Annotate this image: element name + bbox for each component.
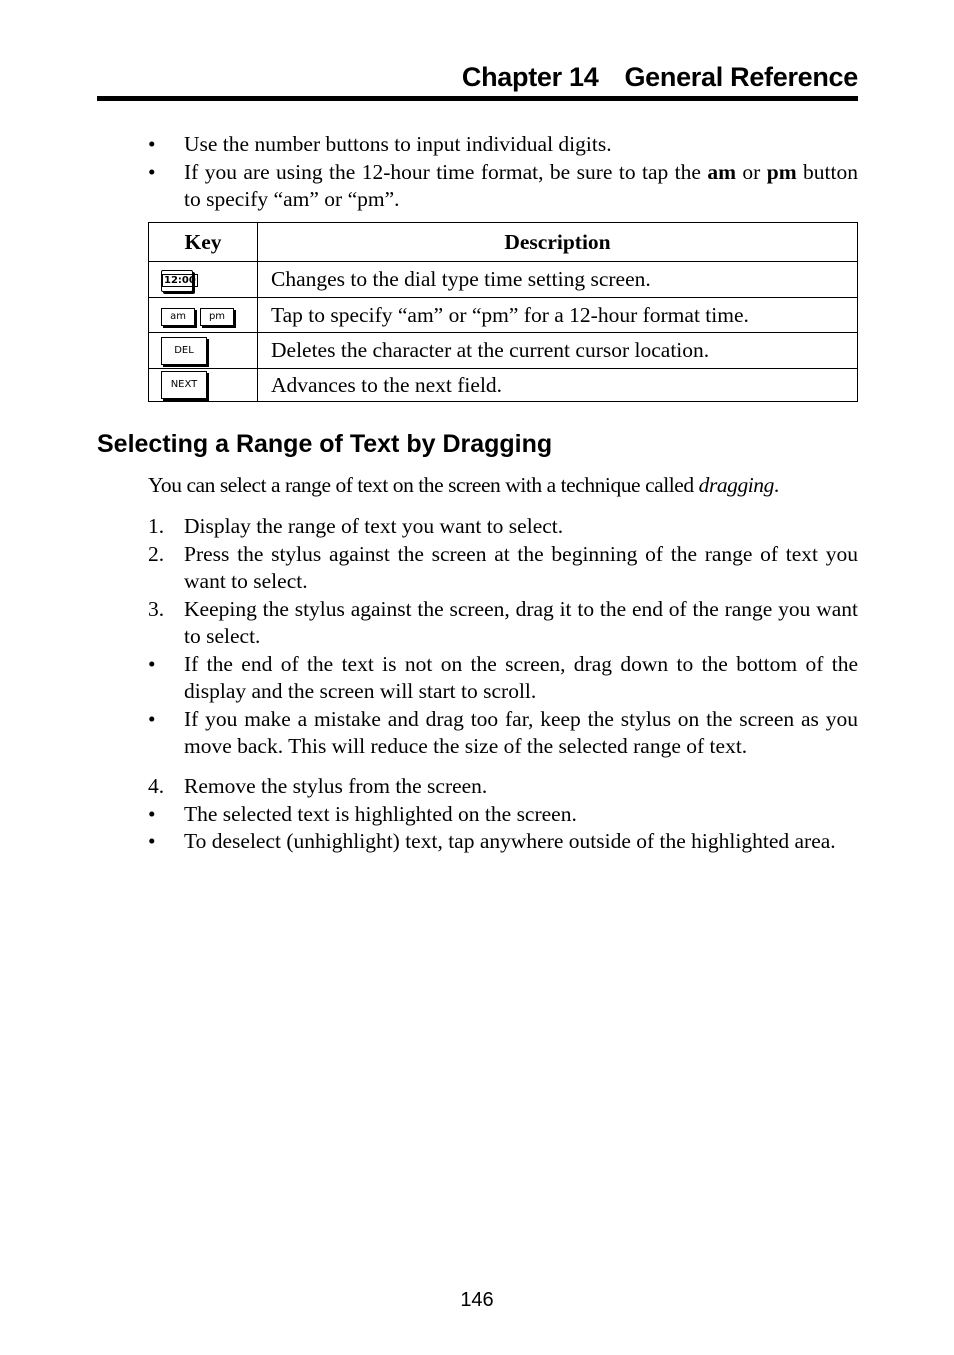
step-number: 4. xyxy=(148,774,165,798)
table-row xyxy=(149,262,858,298)
table-row xyxy=(149,298,858,333)
list-item-text: If you make a mistake and drag too far, keep the stylus on the screen as you move back. This will reduce the size of the selected range of text. xyxy=(184,706,858,758)
steps-list xyxy=(148,513,858,761)
key-cell xyxy=(149,298,258,333)
list-item xyxy=(148,706,858,761)
list-item-text: Remove the stylus from the screen. xyxy=(184,774,488,798)
list-item-text: button to specify “am” or “pm”. xyxy=(184,159,858,211)
list-item-text: Keeping the stylus against the screen, drag it to the end of the range you want to select. xyxy=(184,596,858,648)
list-item-text: The selected text is highlighted on the screen. xyxy=(184,801,577,826)
list-item-text: To deselect (unhighlight) text, tap anywhere outside of the highlighted area. xyxy=(184,829,836,853)
bullet-mark: • xyxy=(148,706,156,731)
bullet-mark: • xyxy=(148,651,156,676)
description-column-header: Description xyxy=(258,223,858,262)
page-header xyxy=(97,60,858,102)
bullet-mark: • xyxy=(148,132,156,156)
pm-button-icon: pm xyxy=(200,308,234,326)
list-item-text: Use the number buttons to input individual digits. xyxy=(184,132,612,156)
clock-12-00-icon: 12:00 xyxy=(161,270,193,292)
list-item-text: Display the range of text you want to select. xyxy=(184,514,564,538)
list-item xyxy=(148,828,858,856)
list-item xyxy=(148,159,858,214)
description-cell: Deletes the character at the current cursor location. xyxy=(258,333,858,369)
am-keyword: am xyxy=(707,159,737,184)
list-item xyxy=(148,513,858,541)
table-row xyxy=(149,333,858,369)
dragging-term: dragging xyxy=(698,473,774,497)
list-item xyxy=(148,801,858,829)
key-cell xyxy=(149,333,258,369)
bullet-mark: • xyxy=(148,159,156,184)
key-column-header: Key xyxy=(149,223,258,262)
list-item xyxy=(148,596,858,651)
description-cell: Tap to specify “am” or “pm” for a 12-hour format time. xyxy=(258,298,858,333)
description-cell: Advances to the next field. xyxy=(258,369,858,402)
del-key-icon: DEL xyxy=(161,337,207,365)
header-rule xyxy=(97,96,858,101)
chapter-title: General Reference xyxy=(624,62,858,92)
section-intro: You can select a range of text on the screen with a technique called dragging. xyxy=(148,473,779,497)
chapter-label: Chapter 14 xyxy=(461,62,599,92)
bullet-mark: • xyxy=(148,801,156,826)
pm-keyword: pm xyxy=(766,159,797,184)
key-cell xyxy=(149,369,258,402)
list-item xyxy=(148,773,858,801)
steps-list-continued xyxy=(148,773,858,856)
list-item xyxy=(148,131,858,159)
intro-bullet-list xyxy=(148,131,858,214)
bullet-mark: • xyxy=(148,829,156,853)
list-item-text: If you are using the 12-hour time format, be sure to tap the xyxy=(184,159,708,184)
am-button-icon: am xyxy=(161,308,195,326)
table-row xyxy=(149,369,858,402)
key-description-table xyxy=(148,222,858,402)
key-cell xyxy=(149,262,258,298)
list-item xyxy=(148,541,858,596)
step-number: 3. xyxy=(148,596,165,621)
list-item xyxy=(148,651,858,706)
step-number: 1. xyxy=(148,514,165,538)
description-cell: Changes to the dial type time setting screen. xyxy=(258,262,858,298)
next-key-icon: NEXT xyxy=(161,371,207,399)
section-heading: Selecting a Range of Text by Dragging xyxy=(97,430,553,458)
table-header-row xyxy=(149,223,858,262)
list-item-text: If the end of the text is not on the screen, drag down to the bottom of the display and the screen will start to scroll. xyxy=(184,651,858,703)
header-title xyxy=(462,62,858,93)
page-number: 146 xyxy=(460,1289,494,1311)
list-item-text: Press the stylus against the screen at the beginning of the range of text you want to select. xyxy=(184,541,858,593)
step-number: 2. xyxy=(148,541,165,566)
list-item-text: or xyxy=(736,159,767,184)
